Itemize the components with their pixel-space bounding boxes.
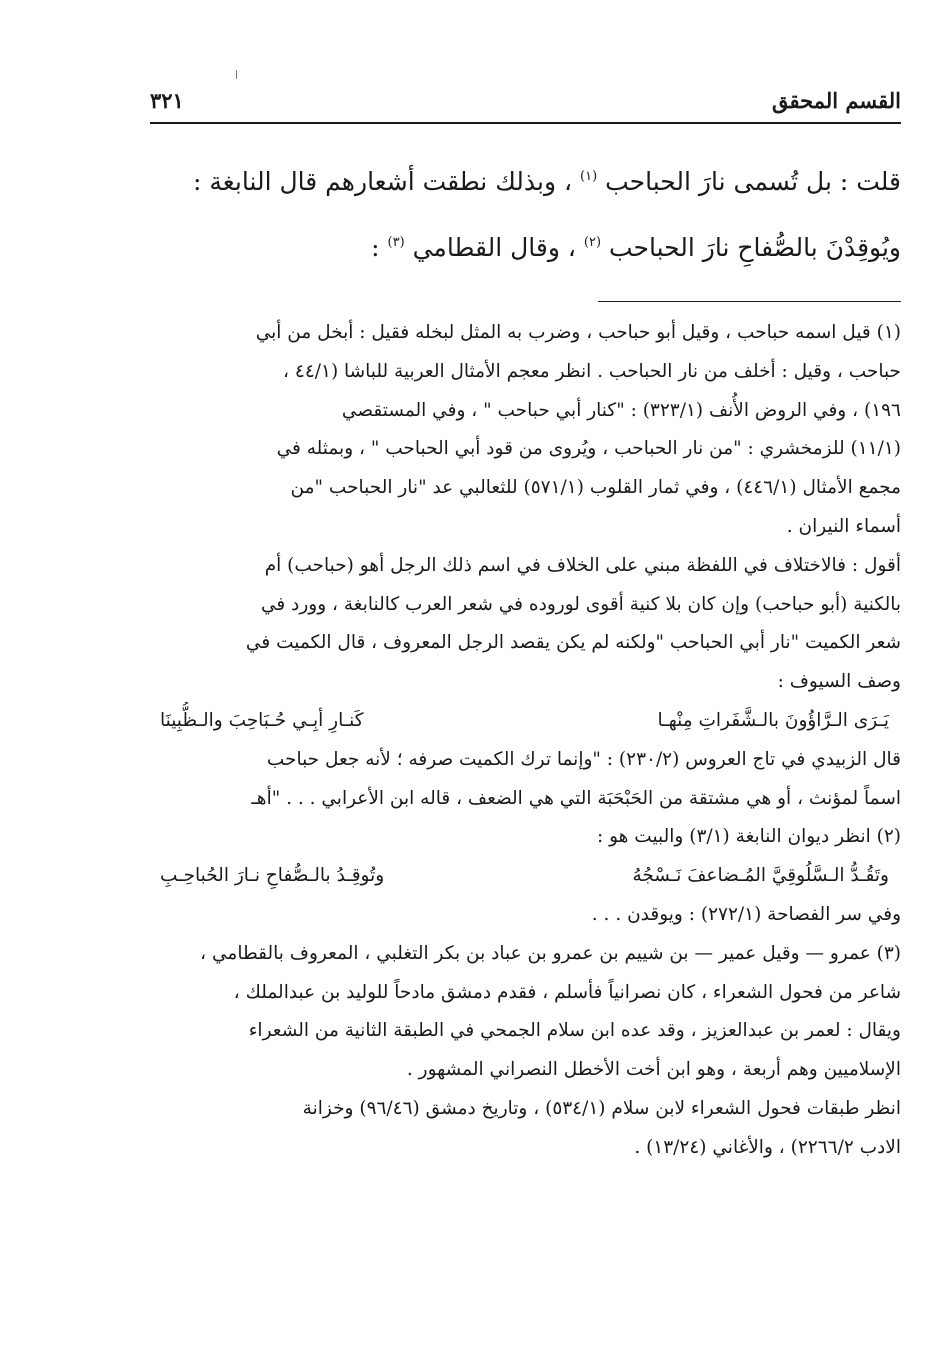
aqul-line: أقول : فالاختلاف في اللفظة مبني على الخلاف في اسم ذلك الرجل أهو (حباحب) أم: [264, 554, 901, 576]
main-line-1-text-b: ، وبذلك نطقت أشعارهم قال النابغة :: [193, 167, 573, 196]
page-header: [150, 88, 901, 122]
footnote-1-line: ١٩٦) ، وفي الروض الأُنف (٣٢٣/١) : "كنار أبي حباحب " ، وفي المستقصي: [341, 399, 901, 421]
main-line-1-text-a: قلت : بل تُسمى نارَ الحباحب: [605, 167, 901, 196]
verse-second-hemistich: وتُوقِـدُ بالـصُّفاحِ نـارَ الحُباحِـبِ: [160, 865, 385, 887]
footnote-1-line: حباحب ، وقيل : أخلف من نار الحباحب . انظر معجم الأمثال العربية للباشا (٤٤/١ ،: [283, 360, 901, 382]
verse-first-hemistich: يَـرَى الـرَّاؤُونَ بالـشَّفَراتِ مِنْهـا: [657, 709, 889, 731]
main-text: [150, 146, 901, 278]
verse-second-hemistich: كَنـارِ أبِـي حُـبَاحِبَ والـظُّبِينَا: [160, 709, 364, 731]
aqul-line: بالكنية (أبو حباحب) وإن كان بلا كنية أقوى لوروده في شعر العرب كالنابغة ، وورد في: [260, 593, 901, 615]
footnote-3-line: الادب ٢٢٦٦/٢) ، والأغاني (١٣/٢٤) .: [634, 1136, 901, 1158]
footnote-3-line: (٣) عمرو — وقيل عمير — بن شييم بن عمرو بن عباد بن بكر التغلبي ، المعروف بالقطامي ،: [200, 942, 901, 964]
aqul-line: وصف السيوف :: [777, 671, 901, 693]
footnote-ref-2[interactable]: (٢): [583, 235, 602, 250]
zabidi-line: قال الزبيدي في تاج العروس (٢٣٠/٢) : "وإنما ترك الكميت صرفه ؛ لأنه جعل حباحب: [266, 748, 901, 770]
verse-nabigha: [150, 857, 901, 896]
main-line-1: [150, 146, 901, 212]
verse-kumayt: [150, 702, 901, 741]
page-number: ٣٢١: [150, 88, 184, 113]
verse-first-hemistich: وتَقُـدُّ الـسَّلُوقِيَّ المُـضاعفَ نَـسْجُهُ: [632, 865, 889, 887]
footnote-1-line: أسماء النيران .: [786, 515, 901, 537]
main-line-2-text-c: :: [371, 233, 380, 262]
zabidi-line: اسماً لمؤنث ، أو هي مشتقة من الحَبْحَبَة التي هي الضعف ، قاله ابن الأعرابي . . . "أهـ: [251, 787, 901, 809]
footnotes: [150, 314, 901, 1168]
footnote-2-line: (٢) انظر ديوان النابغة (٣/١) والبيت هو :: [596, 826, 901, 848]
main-line-2-text-b: ، وقال القطامي: [412, 233, 576, 262]
footnote-separator: [598, 301, 901, 302]
footnote-3-line: الإسلاميين وهم أربعة ، وهو ابن أخت الأخطل النصراني المشهور .: [406, 1059, 901, 1081]
footnote-ref-3[interactable]: (٣): [387, 235, 405, 250]
footnote-1-line: مجمع الأمثال (٤٤٦/١) ، وفي ثمار القلوب (٥٧١/١) للثعالبي عد "نار الحباحب "من: [290, 477, 901, 499]
header-rule: [150, 122, 901, 124]
aqul-line: شعر الكميت "نار أبي الحباحب "ولكنه لم يكن يقصد الرجل المعروف ، قال الكميت في: [245, 632, 901, 654]
footnote-3-line: انظر طبقات فحول الشعراء لابن سلام (٥٣٤/١) ، وتاريخ دمشق (٩٦/٤٦) وخزانة: [302, 1097, 901, 1119]
scan-mark: [236, 70, 237, 79]
footnote-1-line: (١١/١) للزمخشري : "من نار الحباحب ، ويُروى من قود أبي الحباحب " ، وبمثله في: [276, 438, 901, 460]
main-line-2-text-a: ويُوقِدْنَ بالصُّفاحِ نارَ الحباحب: [608, 233, 901, 262]
footnote-3-line: شاعر من فحول الشعراء ، كان نصرانياً فأسلم ، فقدم دمشق مادحاً للوليد بن عبدالملك ،: [233, 981, 901, 1003]
section-title: القسم المحقق: [772, 88, 901, 113]
footnote-1-line: (١) قيل اسمه حباحب ، وقيل أبو حباحب ، وضرب به المثل لبخله فقيل : أبخل من أبي: [255, 322, 901, 343]
footnote-ref-1[interactable]: (١): [580, 169, 598, 184]
main-line-2: [150, 212, 901, 278]
footnote-2-line: وفي سر الفصاحة (٢٧٢/١) : ويوقدن . . .: [591, 903, 901, 925]
footnote-3-line: ويقال : لعمر بن عبدالعزيز ، وقد عده ابن سلام الجمحي في الطبقة الثانية من الشعراء: [248, 1020, 901, 1042]
